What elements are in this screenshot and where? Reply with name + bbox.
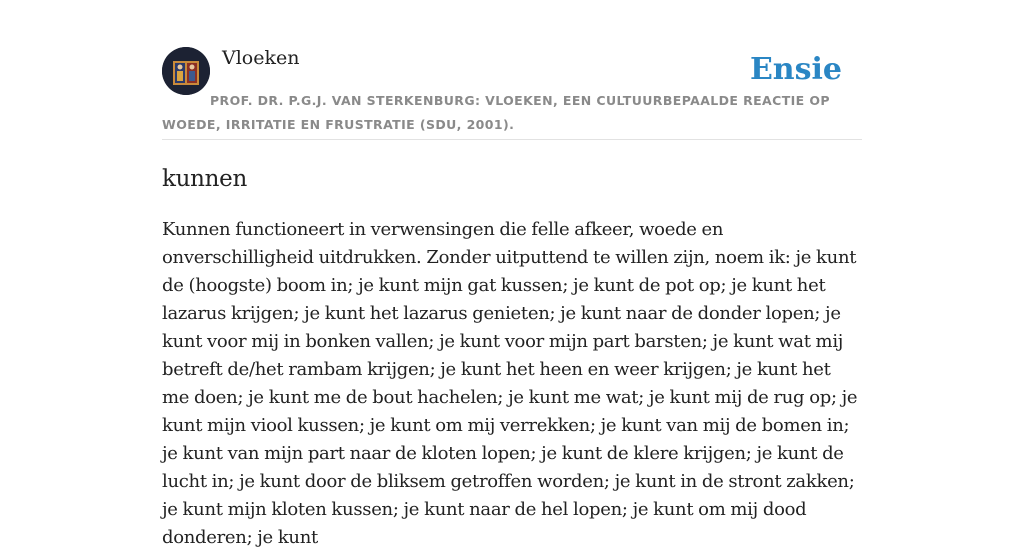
source-avatar[interactable] xyxy=(162,47,210,95)
book-cover-icon xyxy=(162,47,210,95)
page-container xyxy=(162,0,862,548)
header-divider xyxy=(162,139,862,140)
entry-title: kunnen xyxy=(162,166,248,192)
entry-body: Kunnen functioneert in verwensingen die felle afkeer, woede en onverschilligheid uitdrukken. Zonder uitputtend te willen zijn, noem ik: je kunt de (hoogste) boom in; je kunt mijn gat kussen; je kunt de pot op; je kunt het lazarus krijgen; je kunt het lazarus genieten; je kunt naar de donder lopen; je kunt voor mij in bonken vallen; je kunt voor mijn part barsten; je kunt wat mij betreft de/het rambam krijgen; je kunt het heen en weer krijgen; je kunt het me doen; je kunt me de bout hachelen; je kunt me wat; je kunt mij de rug op; je kunt mijn viool kussen; je kunt om mij verrekken; je kunt van mij de bomen in; je kunt van mijn part naar de kloten lopen; je kunt de klere krijgen; je kunt de lucht in; je kunt door de bliksem getroffen worden; je kunt in de stront zakken; je kunt mijn kloten kussen; je kunt naar de hel lopen; je kunt om mij dood donderen; je kunt xyxy=(162,219,858,548)
source-citation: PROF. DR. P.G.J. VAN STERKENBURG: VLOEKEN, EEN CULTUURBEPAALDE REACTIE OP WOEDE, IRRITATIE EN FRUSTRATIE (SDU, 2001). xyxy=(162,93,830,132)
source-title[interactable]: Vloeken xyxy=(222,47,300,69)
ensie-logo[interactable]: Ensie xyxy=(749,52,842,87)
